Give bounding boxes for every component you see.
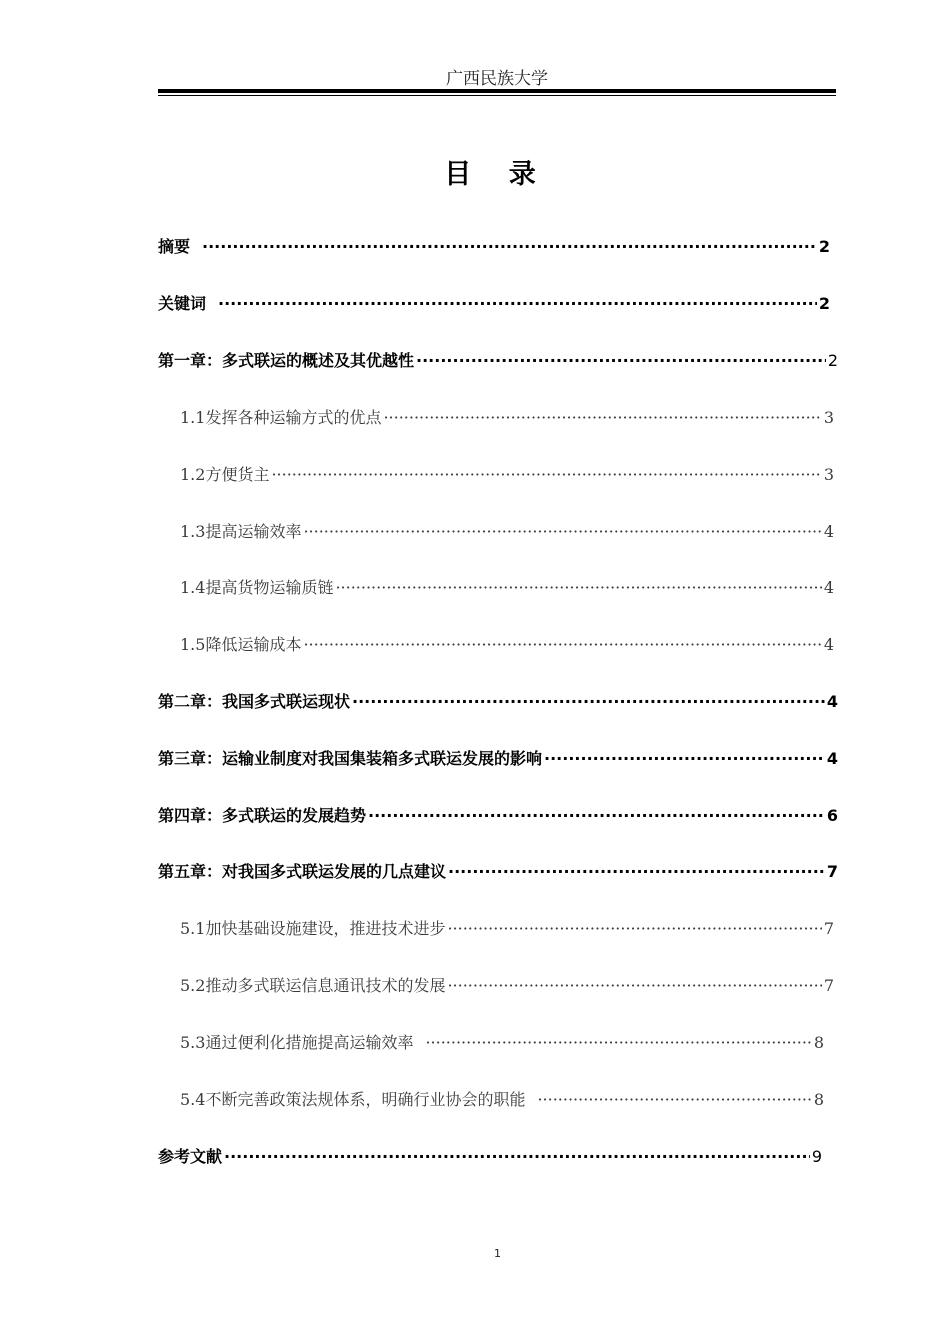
header-rule-thin xyxy=(158,95,836,96)
toc-dot-leader xyxy=(303,632,821,658)
toc-entry-label: 5.1加快基础设施建设，推进技术进步 xyxy=(180,919,446,938)
toc-entry-page: 6 xyxy=(826,806,838,825)
page-number: 1 xyxy=(494,1247,501,1260)
toc-entry-label: 摘要 xyxy=(158,237,191,256)
toc-dot-leader xyxy=(271,462,821,488)
toc-entry-label: 5.3通过便利化措施提高运输效率 xyxy=(180,1033,414,1052)
toc-entry-page: 3 xyxy=(823,465,834,484)
toc-dot-leader xyxy=(218,291,817,317)
toc-entry-section-1-5[interactable] xyxy=(180,632,834,658)
toc-entry-page: 7 xyxy=(823,919,834,938)
toc-dot-leader xyxy=(352,689,825,715)
toc-entry-label: 第四章：多式联运的发展趋势 xyxy=(158,806,367,825)
toc-entry-label: 1.5降低运输成本 xyxy=(180,635,302,654)
toc-entry-page: 2 xyxy=(827,351,838,370)
toc-entry-page: 7 xyxy=(823,976,834,995)
toc-entry-label: 1.3提高运输效率 xyxy=(180,522,302,541)
page-header: 广西民族大学 xyxy=(446,69,548,89)
toc-entry-chapter-1[interactable] xyxy=(158,348,838,374)
toc-entry-chapter-2[interactable] xyxy=(158,689,838,715)
toc-entry-chapter-5[interactable] xyxy=(158,859,838,885)
toc-entry-page: 4 xyxy=(826,749,838,768)
toc-entry-page: 8 xyxy=(813,1090,824,1109)
toc-entry-label: 参考文献 xyxy=(158,1147,223,1166)
toc-entry-chapter-3[interactable] xyxy=(158,746,838,772)
toc-entry-label: 5.2推动多式联运信息通讯技术的发展 xyxy=(180,976,446,995)
toc-entry-label: 1.4提高货物运输质链 xyxy=(180,578,334,597)
toc-entry-section-1-4[interactable] xyxy=(180,575,834,601)
toc-dot-leader xyxy=(303,519,821,545)
toc-entry-section-5-1[interactable] xyxy=(180,916,834,942)
toc-entry-page: 4 xyxy=(823,522,834,541)
toc-entry-section-5-2[interactable] xyxy=(180,973,834,999)
toc-entry-abstract[interactable] xyxy=(158,234,830,260)
toc-dot-leader xyxy=(448,859,825,885)
toc-entry-page: 9 xyxy=(811,1147,822,1166)
toc-dot-leader xyxy=(425,1030,811,1056)
toc-entry-references[interactable] xyxy=(158,1144,822,1170)
toc-dot-leader xyxy=(335,575,821,601)
toc-entry-section-1-1[interactable] xyxy=(180,405,834,431)
toc-entry-keywords[interactable] xyxy=(158,291,830,317)
toc-entry-section-1-2[interactable] xyxy=(180,462,834,488)
toc-entry-page: 3 xyxy=(823,408,834,427)
header-rule-thick xyxy=(158,89,836,93)
toc-title: 目 录 xyxy=(444,159,550,190)
toc-dot-leader xyxy=(447,916,821,942)
toc-entry-page: 4 xyxy=(826,692,838,711)
toc-entry-section-5-3[interactable] xyxy=(180,1030,824,1056)
toc-entry-section-5-4[interactable] xyxy=(180,1087,824,1113)
toc-entry-page: 4 xyxy=(823,635,834,654)
toc-entry-label: 关键词 xyxy=(158,294,207,313)
toc-entry-label: 第二章：我国多式联运现状 xyxy=(158,692,351,711)
toc-entry-label: 第三章：运输业制度对我国集装箱多式联运发展的影响 xyxy=(158,749,543,768)
toc-entry-section-1-3[interactable] xyxy=(180,519,834,545)
toc-dot-leader xyxy=(368,803,825,829)
toc-entry-label: 1.1发挥各种运输方式的优点 xyxy=(180,408,382,427)
toc-dot-leader xyxy=(224,1144,810,1170)
toc-dot-leader xyxy=(447,973,821,999)
toc-entry-page: 4 xyxy=(823,578,834,597)
toc-entry-label: 第一章：多式联运的概述及其优越性 xyxy=(158,351,415,370)
toc-dot-leader xyxy=(416,348,826,374)
toc-dot-leader xyxy=(544,746,825,772)
toc-entry-page: 8 xyxy=(813,1033,824,1052)
toc-entry-page: 2 xyxy=(818,294,830,313)
toc-dot-leader xyxy=(383,405,821,431)
toc-entry-label: 第五章：对我国多式联运发展的几点建议 xyxy=(158,862,447,881)
toc-dot-leader xyxy=(202,234,817,260)
toc-entry-label: 5.4不断完善政策法规体系，明确行业协会的职能 xyxy=(180,1090,526,1109)
toc-dot-leader xyxy=(537,1087,811,1113)
toc-entry-label: 1.2方便货主 xyxy=(180,465,270,484)
toc-entry-page: 2 xyxy=(818,237,830,256)
toc-entry-page: 7 xyxy=(826,862,838,881)
toc-entry-chapter-4[interactable] xyxy=(158,803,838,829)
